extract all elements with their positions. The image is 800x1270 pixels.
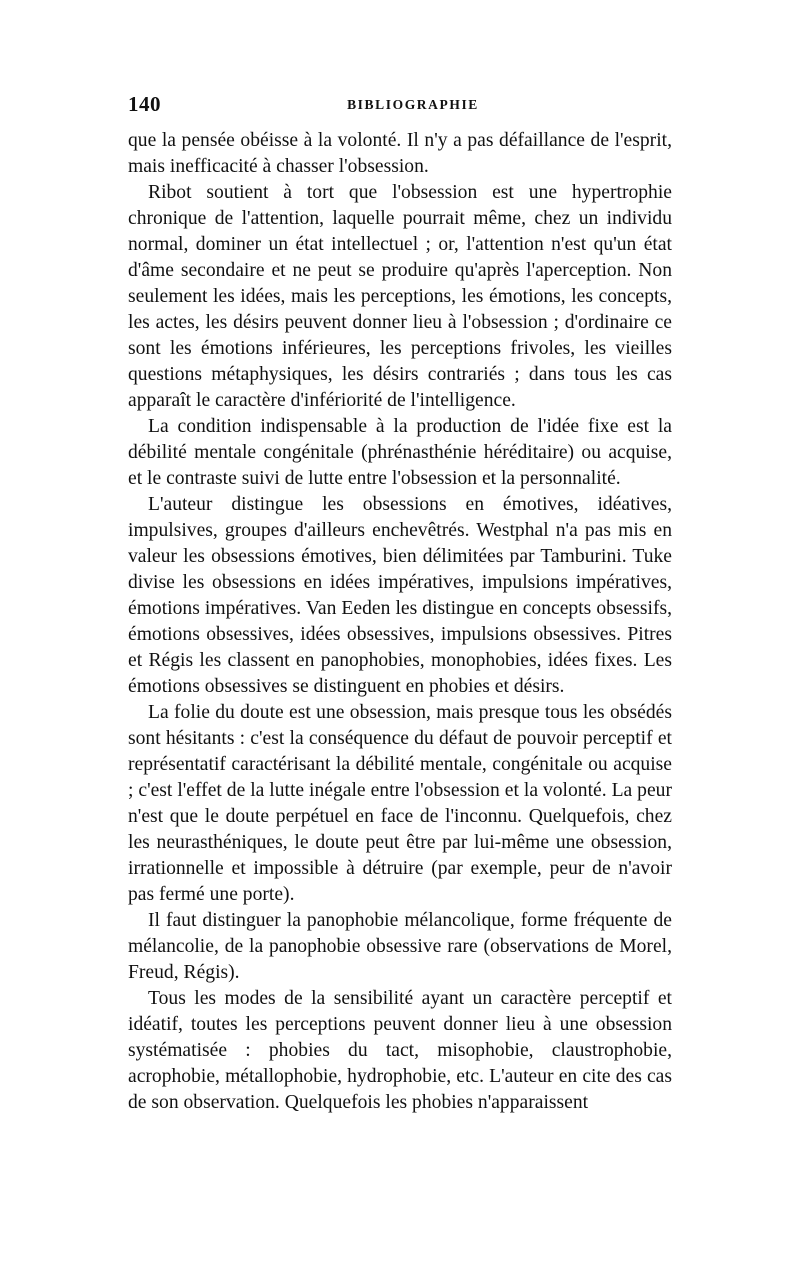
paragraph-folie-du-doute: La folie du doute est une obsession, mais presque tous les obsédés sont hésitants : c'est la conséquence du défaut de pouvoir perceptif et représentatif caractérisant la débilité mentale, congénitale ou acquise ; c'est l'effet de la lutte inégale entre l'obsession et la volonté. La peur n'est que le doute perpétuel en face de l'inconnu. Quelquefois, chez les neurasthéniques, le doute peut être par lui-même une obsession, irrationnelle et impossible à détruire (par exemple, peur de n'avoir pas fermé une porte).	[128, 702, 672, 905]
body-text	[128, 128, 672, 1116]
paragraph-continuation: que la pensée obéisse à la volonté. Il n'y a pas défaillance de l'esprit, mais inefficacité à chasser l'obsession.	[128, 130, 672, 177]
paragraph-classification: L'auteur distingue les obsessions en émotives, idéatives, impulsives, groupes d'ailleurs enchevêtrés. Westphal n'a pas mis en valeur les obsessions émotives, bien délimitées par Tamburini. Tuke divise les obsessions en idées impératives, impulsions impératives, émotions impératives. Van Eeden les distingue en concepts obsessifs, émotions obsessives, idées obsessives, impulsions obsessives. Pitres et Régis les classent en panophobies, monophobies, idées fixes. Les émotions obsessives se distinguent en phobies et désirs.	[128, 494, 672, 697]
paragraph-panophobie: Il faut distinguer la panophobie mélancolique, forme fréquente de mélancolie, de la panophobie obsessive rare (observations de Morel, Freud, Régis).	[128, 910, 672, 983]
running-header	[128, 92, 672, 128]
book-page	[128, 92, 672, 1116]
running-title: BIBLIOGRAPHIE	[347, 97, 479, 112]
paragraph-condition: La condition indispensable à la production de l'idée fixe est la débilité mentale congénitale (phrénasthénie héréditaire) ou acquise, et le contraste suivi de lutte entre l'obsession et la personnalité.	[128, 416, 672, 489]
paragraph-ribot: Ribot soutient à tort que l'obsession est une hypertrophie chronique de l'attention, laquelle pourrait même, chez un individu normal, dominer un état intellectuel ; or, l'attention n'est qu'un état d'âme secondaire et ne peut se produire qu'après l'aperception. Non seulement les idées, mais les perceptions, les émotions, les concepts, les actes, les désirs peuvent donner lieu à l'obsession ; d'ordinaire ce sont les émotions inférieures, les perceptions frivoles, les vieilles questions métaphysiques, les désirs contrariés ; dans tous les cas apparaît le caractère d'infériorité de l'intelligence.	[128, 182, 672, 411]
paragraph-sensibilite: Tous les modes de la sensibilité ayant un caractère perceptif et idéatif, toutes les perceptions peuvent donner lieu à une obsession systématisée : phobies du tact, misophobie, claustrophobie, acrophobie, métallophobie, hydrophobie, etc. L'auteur en cite des cas de son observation. Quelquefois les phobies n'apparaissent	[128, 988, 672, 1113]
page-number: 140	[128, 92, 161, 116]
